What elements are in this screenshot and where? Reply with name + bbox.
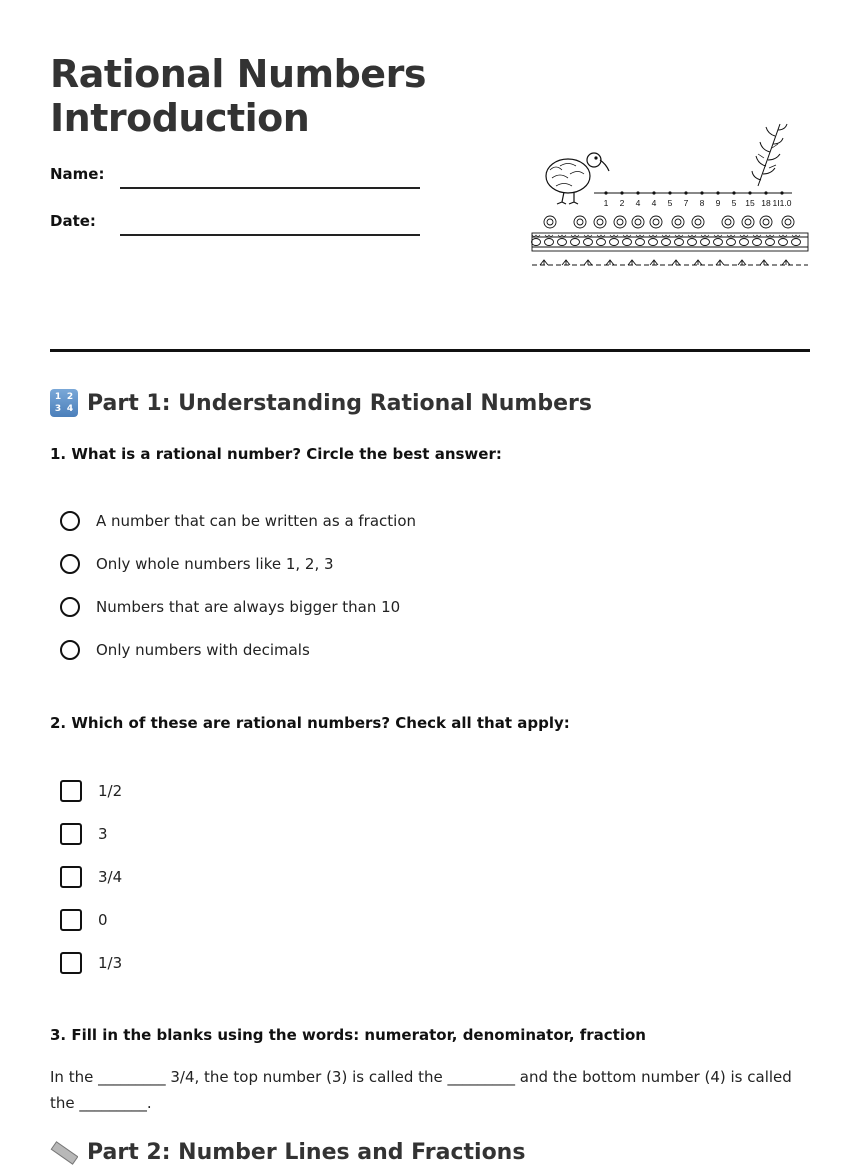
band-ornament: [662, 239, 671, 246]
number-line-dot: [620, 191, 623, 194]
part1-heading: [50, 389, 592, 417]
number-line-label: 1I1.0: [772, 198, 792, 208]
spiral-ornament-inner: [597, 219, 603, 225]
number-line-dot: [684, 191, 687, 194]
spiral-ornament-inner: [577, 219, 583, 225]
spiral-ornament: [574, 216, 586, 228]
number-line-dot: [732, 191, 735, 194]
band-ornament: [571, 239, 580, 246]
spiral-ornament: [632, 216, 644, 228]
number-line-label: 2: [619, 198, 625, 208]
q2-option-label: 3: [98, 825, 108, 843]
q1-option-bigger-than-10[interactable]: [60, 597, 400, 617]
header-divider: [50, 349, 810, 352]
leaf-ornament: [628, 260, 636, 265]
q2-option-one-half[interactable]: [60, 780, 122, 802]
leaf-ornament: [562, 260, 570, 265]
leaf-ornament: [694, 260, 702, 265]
kiwi-number-line-illustration: [530, 118, 810, 278]
number-line-label: 18: [761, 198, 771, 208]
q1-option-label: Numbers that are always bigger than 10: [96, 598, 401, 616]
leaf-ornament: [672, 260, 680, 265]
spiral-ornament: [782, 216, 794, 228]
spiral-ornament: [760, 216, 772, 228]
band-ornament: [740, 239, 749, 246]
number-line-label: 7: [683, 198, 689, 208]
question-1-prompt: 1. What is a rational number? Circle the best answer:: [50, 445, 502, 463]
q2-option-three[interactable]: [60, 823, 108, 845]
band-ornament: [714, 239, 723, 246]
number-line-label: 1: [603, 198, 609, 208]
page-title: [50, 52, 470, 140]
band-ornament: [558, 239, 567, 246]
band-ornament: [727, 239, 736, 246]
number-line-dot: [700, 191, 703, 194]
decorative-pattern-band-icon: [532, 216, 809, 265]
date-label: Date:: [50, 212, 96, 230]
spiral-ornament: [742, 216, 754, 228]
checkbox[interactable]: [60, 823, 82, 845]
question-3-fill-in-text[interactable]: In the _________ 3/4, the top number (3) is called the _________ and the bottom number (4) is called the _________.: [50, 1068, 792, 1112]
q2-option-label: 1/2: [98, 782, 123, 800]
band-ornament: [649, 239, 658, 246]
number-line-dot: [716, 191, 719, 194]
checkbox[interactable]: [60, 780, 82, 802]
q1-option-label: A number that can be written as a fraction: [96, 512, 417, 530]
spiral-ornament-inner: [675, 219, 681, 225]
number-line-label: 5: [731, 198, 737, 208]
spiral-ornament-inner: [653, 219, 659, 225]
leaf-ornament: [650, 260, 658, 265]
number-line-label: 5: [667, 198, 673, 208]
spiral-ornament-inner: [763, 219, 769, 225]
number-line-label: 4: [635, 198, 641, 208]
leaf-ornament: [738, 260, 746, 265]
band-ornament: [610, 239, 619, 246]
q1-option-decimals[interactable]: [60, 640, 310, 660]
spiral-ornament: [692, 216, 704, 228]
spiral-ornament-inner: [725, 219, 731, 225]
radio-circle[interactable]: [60, 511, 80, 531]
checkbox[interactable]: [60, 909, 82, 931]
band-ornament: [701, 239, 710, 246]
band-ornament: [766, 239, 775, 246]
part2-heading: [50, 1138, 525, 1166]
fern-icon: [752, 124, 787, 186]
radio-circle[interactable]: [60, 640, 80, 660]
q2-option-one-third[interactable]: [60, 952, 122, 974]
kiwi-bird-icon: [546, 153, 609, 204]
band-ornament: [623, 239, 632, 246]
band-ornament: [636, 239, 645, 246]
number-keypad-icon: 1 2 3 4: [50, 389, 78, 417]
number-line-dot: [652, 191, 655, 194]
name-field[interactable]: [120, 187, 420, 189]
part2-heading-text: Part 2: Number Lines and Fractions: [87, 1139, 526, 1165]
radio-circle[interactable]: [60, 554, 80, 574]
leaf-ornament: [760, 260, 768, 265]
number-line-dot: [764, 191, 767, 194]
spiral-ornament-inner: [635, 219, 641, 225]
checkbox[interactable]: [60, 952, 82, 974]
number-line-label: 8: [699, 198, 705, 208]
q1-option-whole-numbers[interactable]: [60, 554, 334, 574]
spiral-ornament: [594, 216, 606, 228]
band-ornament: [779, 239, 788, 246]
leaf-ornament: [716, 260, 724, 265]
band-ornament: [753, 239, 762, 246]
band-ornament: [597, 239, 606, 246]
leaf-ornament: [606, 260, 614, 265]
checkbox[interactable]: [60, 866, 82, 888]
spiral-ornament-inner: [547, 219, 553, 225]
band-ornament: [792, 239, 801, 246]
number-line-label: 4: [651, 198, 657, 208]
ruler-icon: [50, 1138, 78, 1166]
leaf-ornament: [584, 260, 592, 265]
question-2-prompt: 2. Which of these are rational numbers? Check all that apply:: [50, 714, 570, 732]
spiral-ornament: [722, 216, 734, 228]
leaf-ornament: [540, 260, 548, 265]
q1-option-label: Only whole numbers like 1, 2, 3: [96, 555, 334, 573]
date-field[interactable]: [120, 234, 420, 236]
spiral-ornament-inner: [695, 219, 701, 225]
name-label: Name:: [50, 165, 105, 183]
number-line: [594, 191, 792, 208]
spiral-ornament: [544, 216, 556, 228]
spiral-ornament: [614, 216, 626, 228]
spiral-ornament: [672, 216, 684, 228]
q2-option-label: 3/4: [98, 868, 123, 886]
q2-option-label: 0: [98, 911, 108, 929]
spiral-ornament-inner: [785, 219, 791, 225]
q2-option-zero[interactable]: [60, 909, 108, 931]
number-line-label: 15: [745, 198, 755, 208]
number-line-label: 9: [715, 198, 721, 208]
q2-option-label: 1/3: [98, 954, 123, 972]
band-ornament: [688, 239, 697, 246]
band-ornament: [584, 239, 593, 246]
band-ornament: [675, 239, 684, 246]
title-line-2: Introduction: [50, 96, 310, 140]
number-line-dot: [636, 191, 639, 194]
spiral-ornament-inner: [745, 219, 751, 225]
question-3-prompt: 3. Fill in the blanks using the words: numerator, denominator, fraction: [50, 1026, 646, 1044]
band-ornament: [545, 239, 554, 246]
number-line-dot: [780, 191, 783, 194]
q1-option-fraction[interactable]: [60, 511, 416, 531]
number-line-dot: [748, 191, 751, 194]
radio-circle[interactable]: [60, 597, 80, 617]
spiral-ornament-inner: [617, 219, 623, 225]
leaf-ornament: [782, 260, 790, 265]
title-line-1: Rational Numbers: [50, 52, 426, 96]
number-line-dot: [668, 191, 671, 194]
q2-option-three-quarters[interactable]: [60, 866, 122, 888]
spiral-ornament: [650, 216, 662, 228]
band-ornament: [532, 239, 541, 246]
part1-heading-text: Part 1: Understanding Rational Numbers: [87, 390, 592, 416]
number-line-dot: [604, 191, 607, 194]
q1-option-label: Only numbers with decimals: [96, 641, 310, 659]
